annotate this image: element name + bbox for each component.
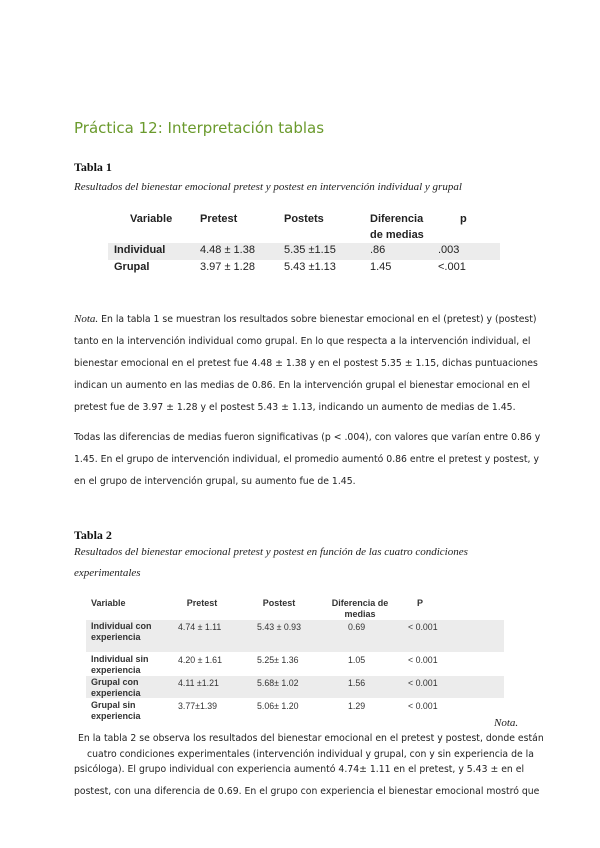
table1-cell: 1.45 [370,261,392,273]
table2-cell: < 0.001 [408,622,438,632]
table2-caption: Resultados del bienestar emocional pretest y postest en función de las cuatro condiciones [74,546,468,558]
table2-cell: 4.74 ± 1.11 [178,622,222,632]
table1-cell: .86 [370,244,386,256]
table2-cell: 4.11 ±1.21 [178,678,219,688]
text-line: En la tabla 1 se muestran los resultados sobre bienestar emocional en el (pretest) y (postest) [101,314,537,325]
text-line: tanto en la intervención individual como grupal. En lo que respecta a la intervención individual, el [74,336,531,347]
table2-cell: < 0.001 [408,655,438,665]
table2-cell: 1.56 [348,678,366,688]
table-row [108,243,500,260]
text-line: psicóloga). El grupo individual con experiencia aumentó 4.74± 1.11 en el pretest, y 5.43 ± en el [74,764,525,775]
paragraph-2 [74,427,540,493]
table1-label: Tabla 1 [74,160,112,174]
table2-cell: 0.69 [348,622,366,632]
table1-cell: Individual [114,244,166,256]
table2-header-p: P [416,598,423,608]
table1 [108,208,508,278]
table1-header-postest: Postets [284,213,324,225]
table-row [86,676,504,698]
text-line: indican un aumento en las medias de 0.86. En la intervención grupal el bienestar emocional en el [74,380,531,391]
table2-header-variable: Variable [91,598,126,608]
paragraph-1 [74,308,538,419]
table2-cell: Grupal con experiencia [91,677,141,698]
table1-header-diferencia: Diferencia de medias [370,213,424,241]
table1-cell: .003 [438,244,460,256]
table2-cell: Individual con experiencia [91,621,152,642]
page-title: Práctica 12: Interpretación tablas [74,119,325,137]
table2-cell: Individual sin experiencia [91,654,149,675]
text-line: 1.45. En el grupo de intervención individual, el promedio aumentó 0.86 entre el pretest y postest, y [74,454,539,465]
table2-cell: 3.77±1.39 [178,701,218,711]
table2-cell: 4.20 ± 1.61 [178,655,222,665]
text-line: Todas las diferencias de medias fueron significativas (p < .004), con valores que varían entre 0.86 y [74,432,541,443]
table2-cell: 5.68± 1.02 [257,678,299,688]
table1-cell: Grupal [114,261,150,273]
table2-header-pretest: Pretest [186,598,218,608]
text-line: en el grupo de intervención grupal, su aumento fue de 1.45. [74,476,356,487]
text-line: pretest fue de 3.97 ± 1.28 y el postest 5.43 ± 1.13, indicando un aumento de medias de 1.45. [74,402,516,413]
table1-cell: 4.48 ± 1.38 [200,244,255,256]
text-line: bienestar emocional en el pretest fue 4.48 ± 1.38 y en el postest 5.35 ± 1.15, dichas puntuaciones [74,358,538,369]
table-row [86,699,504,721]
paragraph-3-cont [74,759,539,803]
table2-header-postest: Postest [262,598,296,608]
text-line: cuatro condiciones experimentales (intervención individual y grupal, con y sin experiencia de la [87,749,534,760]
table2-cell: 1.05 [348,655,366,665]
table2-header-diferencia: Diferencia de medias [331,598,389,619]
table2-caption-cont: experimentales [74,567,141,579]
table2-cell: 1.29 [348,701,366,711]
table-row [86,620,504,652]
table1-cell: 5.35 ±1.15 [284,244,336,256]
table-row [86,653,504,675]
table1-header-p: p [460,213,467,225]
table1-header-pretest: Pretest [200,213,238,225]
table2-cell: < 0.001 [408,701,438,711]
table2-cell: < 0.001 [408,678,438,688]
table2-cell: Grupal sin experiencia [91,700,141,721]
table2-cell: 5.43 ± 0.93 [257,622,301,632]
table2 [86,595,506,723]
table1-cell: 5.43 ±1.13 [284,261,336,273]
table2-cell: 5.25± 1.36 [257,655,299,665]
table1-cell: <.001 [438,261,466,273]
table1-caption: Resultados del bienestar emocional pretest y postest en intervención individual y grupal [74,181,462,193]
table-row [108,260,500,277]
table2-cell: 5.06± 1.20 [257,701,299,711]
table2-label: Tabla 2 [74,528,112,542]
table1-header-variable: Variable [130,213,173,225]
text-line: postest, con una diferencia de 0.69. En el grupo con experiencia el bienestar emocional mostró que [74,786,540,797]
nota-label: Nota. [494,717,519,729]
table1-cell: 3.97 ± 1.28 [200,261,255,273]
nota-label: Nota. [74,313,99,325]
text-line: En la tabla 2 se observa los resultados del bienestar emocional en el pretest y postest, donde están [78,733,544,744]
